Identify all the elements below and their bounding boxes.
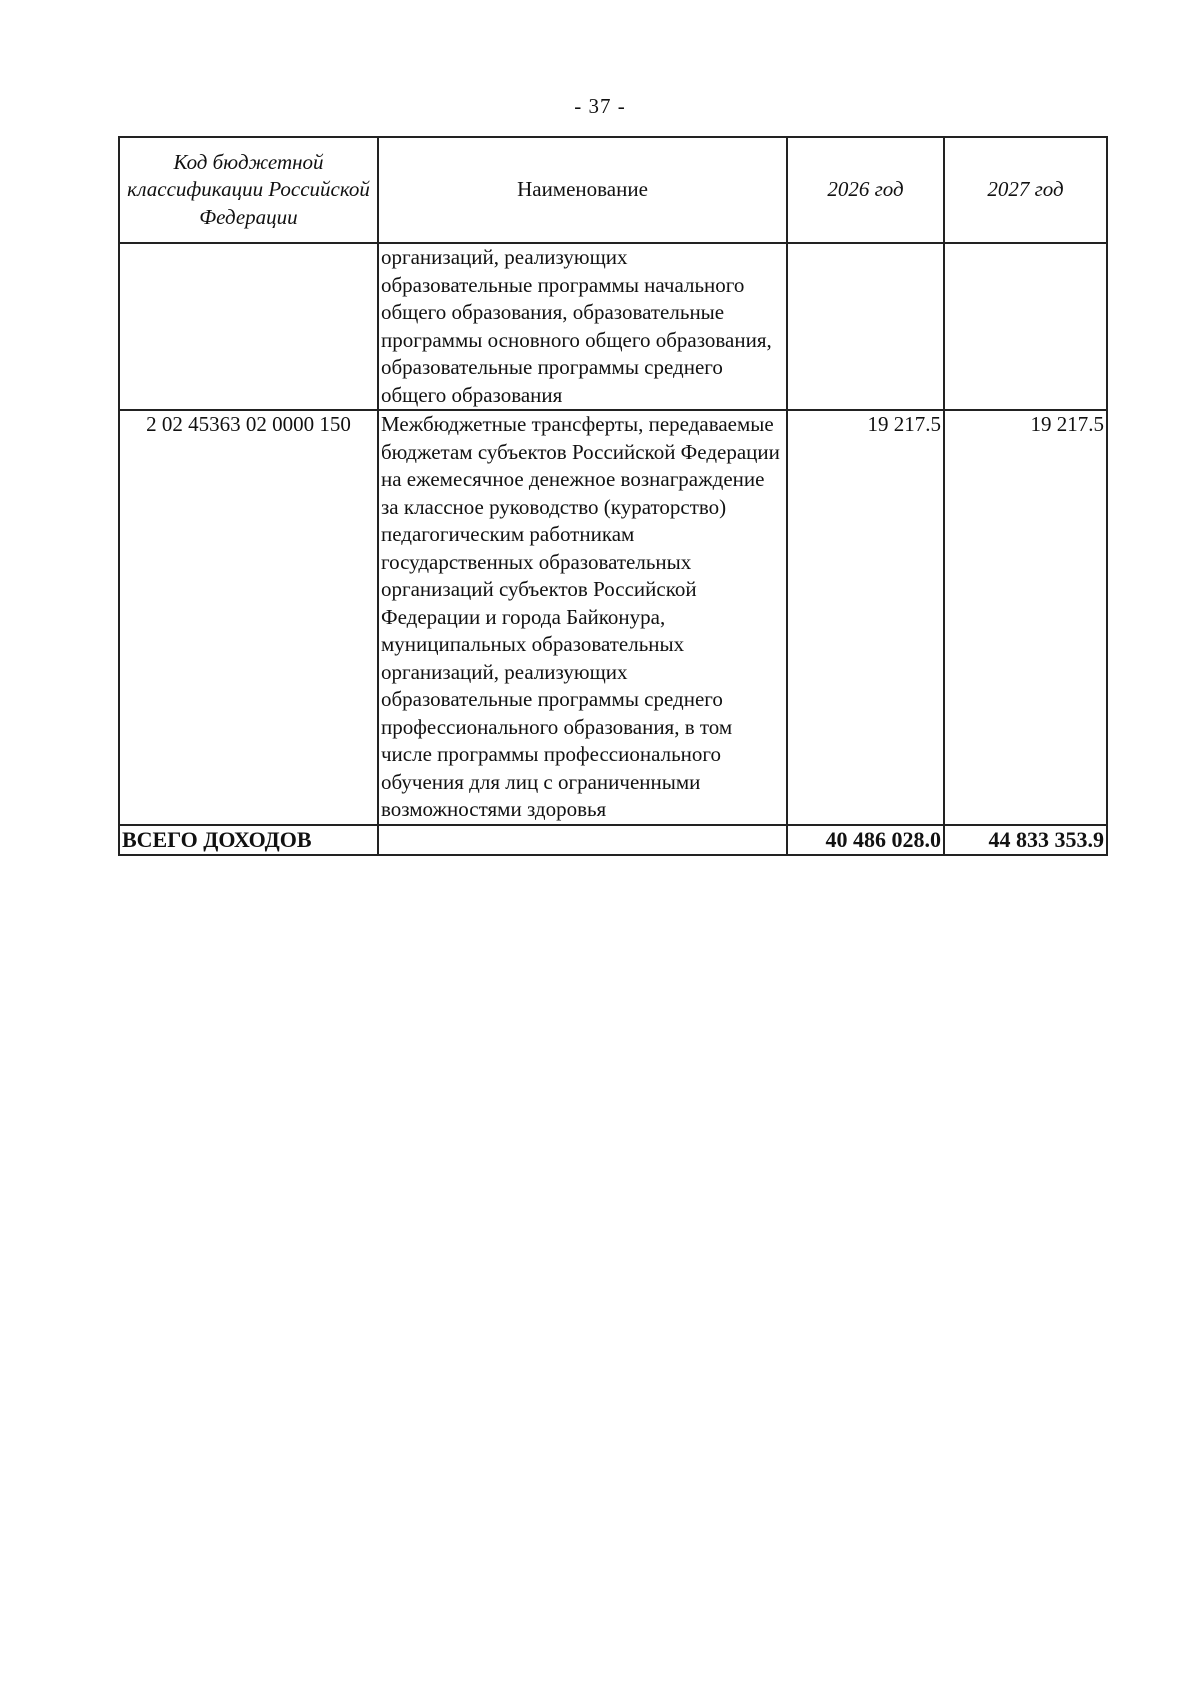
total-label: ВСЕГО ДОХОДОВ [119,825,378,855]
total-name [378,825,787,855]
row-value-2027: 19 217.5 [944,410,1107,825]
table-row [119,243,1107,410]
total-row [119,825,1107,855]
total-value-2027: 44 833 353.9 [944,825,1107,855]
row-name: Межбюджетные трансферты, передаваемые бюджетам субъектов Российской Федерации на ежемесячное денежное вознаграждение за классное руководство (кураторство) педагогическим работникам государственных образовательных организаций субъектов Российской Федерации и города Байконура, муниципальных образовательных организаций, реализующих образовательные программы среднего профессионального образования, в том числе программы профессионального обучения для лиц с ограниченными возможностями здоровья [378,410,787,825]
table-header-row [119,137,1107,243]
row-code: 2 02 45363 02 0000 150 [119,410,378,825]
total-value-2026: 40 486 028.0 [787,825,944,855]
row-name: организаций, реализующих образовательные программы начального общего образования, образовательные программы основного общего образования, образовательные программы среднего общего образования [378,243,787,410]
header-year-2026: 2026 год [787,137,944,243]
header-code: Код бюджетной классификации Российской Федерации [119,137,378,243]
page-number: - 37 - [574,94,626,118]
row-value-2027 [944,243,1107,410]
row-code [119,243,378,410]
row-value-2026 [787,243,944,410]
table-row [119,410,1107,825]
budget-income-table [118,136,1108,856]
header-year-2027: 2027 год [944,137,1107,243]
row-value-2026: 19 217.5 [787,410,944,825]
header-name: Наименование [378,137,787,243]
